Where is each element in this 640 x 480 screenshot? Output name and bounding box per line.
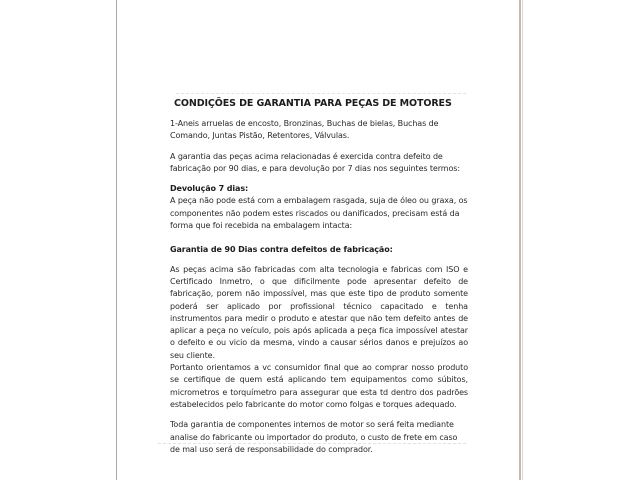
paragraph-consumer-guidance: Portanto orientamos a vc consumidor final que ao comprar nosso produto se certifique de quem está aplicando tem equipamentos como súbitos, micrometros e torquímetro para assegurar que esta td dentro dos padrões estabelecidos pelo fabricante do motor como folgas e torques adequado. — [170, 363, 468, 409]
paragraph-warranty-summary: A garantia das peças acima relacionadas é exercida contra defeito de fabricação por 90 dias, e para devolução por 7 dias nos seguintes termos: — [170, 151, 460, 173]
page-right-border-shadow — [522, 0, 523, 480]
faint-rule-top — [176, 93, 466, 94]
heading-devolucao-7-dias: Devolução 7 dias: — [170, 184, 249, 194]
paragraph-internal-components-warranty: Toda garantia de componentes internos de motor so será feita mediante analise do fabricante ou importador do produto, o custo de frete em caso de mal uso será de responsabilidade do comprador. — [170, 420, 458, 454]
heading-garantia-90-dias: Garantia de 90 Dias contra defeitos de fabricação: — [170, 245, 393, 255]
paragraph-parts-list: 1-Aneis arruelas de encosto, Bronzinas, Buchas de bielas, Buchas de Comando, Juntas Pistão, Retentores, Válvulas. — [170, 119, 439, 141]
paragraph-fabrication-details: As peças acima são fabricadas com alta tecnologia e fabricas com ISO e Certificado Inmetro, o que dificilmente pode apresentar defeito de fabricação, porem não impossível, mas que este tipo de produto somente poderá ser aplicado por profissional técnico capacitado e tenha instrumentos para medir o produto e atestar que não tem defeito antes de aplicar a peça no veículo, pois após aplicada a peça fica impossível atestar o defeito e ou vicio da mesma, vindo a causar sérios danos e prejuízos ao seu cliente. — [170, 264, 468, 360]
page-left-border — [116, 0, 117, 480]
page-right-border — [519, 0, 521, 480]
document-title: CONDIÇÕES DE GARANTIA PARA PEÇAS DE MOTORES — [174, 98, 452, 109]
warranty-document — [170, 97, 468, 464]
paragraph-devolucao-terms: A peça não pode está com a embalagem rasgada, suja de óleo ou graxa, os componentes não podem estes riscados ou danificados, precisam está da forma que foi recebida na embalagem intacta: — [170, 196, 468, 231]
